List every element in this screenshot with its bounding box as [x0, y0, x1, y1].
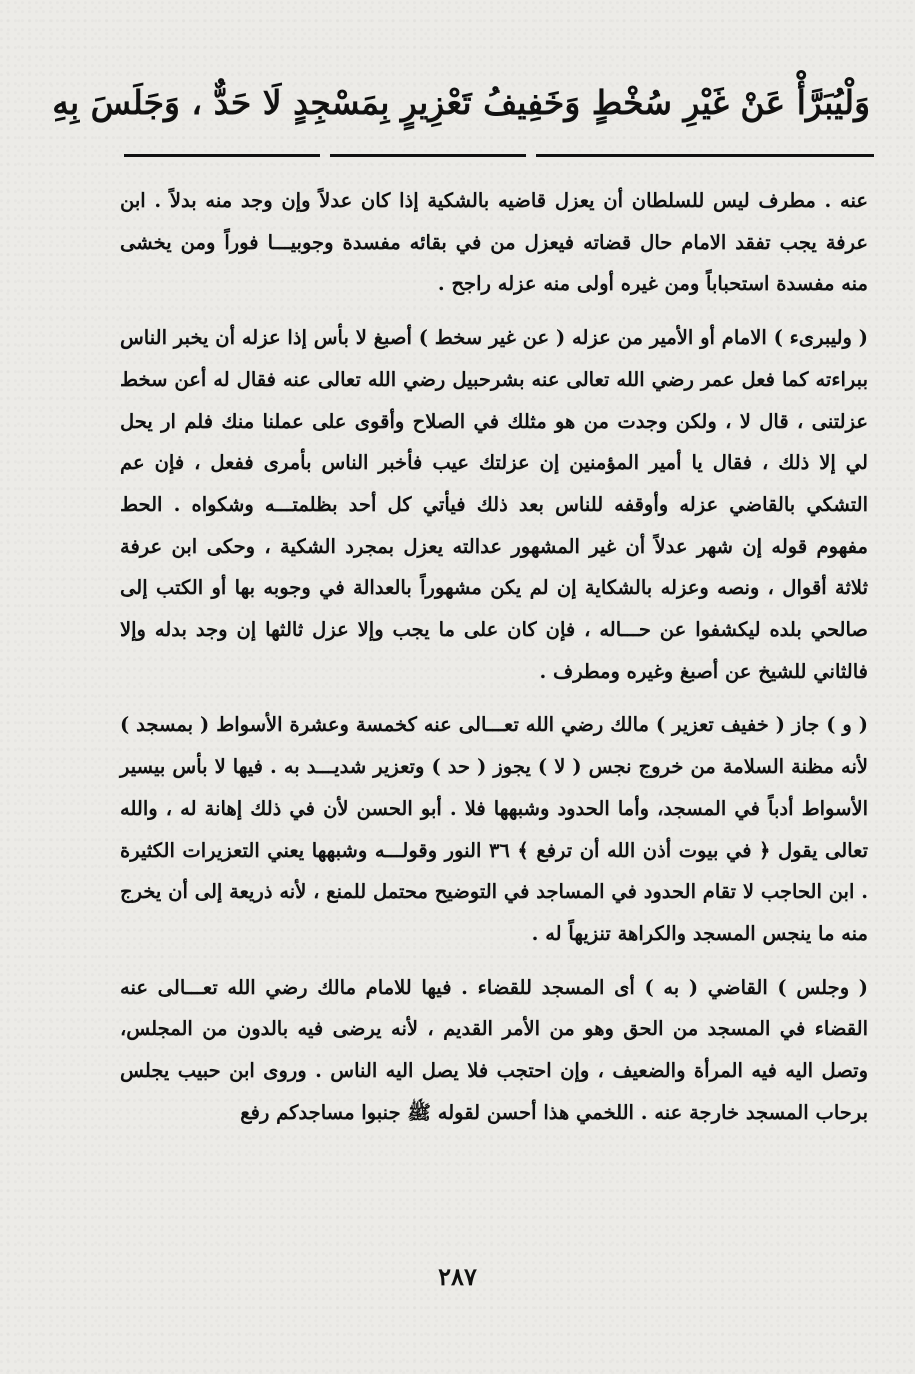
header-rule-segment: [124, 154, 320, 157]
paragraph-2: ( وليبرىء ) الامام أو الأمير من عزله ( عن غير سخط ) أصبغ لا بأس إذا عزله أن يخبر الناس ببراءته كما فعل عمر رضي الله تعالى عنه بشرحبيل رضي الله تعالى عنه فقال له أعن سخط عزلتنى ، قال لا ، ولكن وجدت من هو مثلك في الصلاح وأقوى على عملنا منك فلم ار يحل لي إلا ذلك ، فقال يا أمير المؤمنين إن عزلتك عيب فأخبر الناس بأمرى ففعل ، فإن عم التشكي بالقاضي عزله وأوقفه للناس بعد ذلك فيأتي كل أحد بظلمتـــه وشكواه . الحط مفهوم قوله إن شهر عدلاً أن غير المشهور عدالته يعزل بمجرد الشكية ، وحكى ابن عرفة ثلاثة أقوال ، ونصه وعزله بالشكاية إن لم يكن مشهوراً بالعدالة في وجوبه بها أو الكتب إلى صالحي بلده ليكشفوا عن حـــاله ، فإن كان على ما يجب وإلا عزل ثالثها إن وجد بدله وإلا فالثاني للشيخ عن أصبغ وغيره ومطرف .: [120, 326, 868, 683]
paragraph-4: ( وجلس ) القاضي ( به ) أى المسجد للقضاء . فيها للامام مالك رضي الله تعـــالى عنه القضاء في المسجد من الحق وهو من الأمر القديم ، لأنه يرضى فيه بالدون من المجلس، وتصل اليه فيه المرأة والضعيف ، وإن احتجب فلا يصل اليه الناس . وروى ابن حبيب يجلس برحاب المسجد خارجة عنه . اللخمي هذا أحسن لقوله ﷺ جنبوا مساجدكم رفع: [120, 975, 868, 1124]
verse-header: وَلْيُبَرَّأْ عَنْ غَيْرِ سُخْطٍ وَخَفِيفُ تَعْزِيرٍ بِمَسْجِدٍ لَا حَدٌّ ، وَجَلَسَ بِهِ: [52, 83, 870, 122]
header-rule-segment: [536, 154, 874, 157]
page-number: ٢٨٧: [438, 1262, 477, 1291]
paragraph-1: عنه . مطرف ليس للسلطان أن يعزل قاضيه بالشكية إذا كان عدلاً وإن وجد منه بدلاً . ابن عرفة يجب تفقد الامام حال قضاته فيعزل من في بقائه مفسدة وجوبيـــا فوراً ومن يخشى منه مفسدة استحباباً ومن غيره أولى منه عزله راجح .: [120, 189, 868, 296]
paragraph-3: ( و ) جاز ( خفيف تعزير ) مالك رضي الله تعـــالى عنه كخمسة وعشرة الأسواط ( بمسجد ) لأنه مظنة السلامة من خروج نجس ( لا ) يجوز ( حد ) وتعزير شديـــد به . فيها لا بأس بيسير الأسواط أدباً في المسجد، وأما الحدود وشبهها فلا . أبو الحسن لأن في ذلك إهانة له ، والله تعالى يقول ﴿ في بيوت أذن الله أن ترفع ﴾ ٣٦ النور وقولـــه وشبهها يعني التعزيرات الكثيرة . ابن الحاجب لا تقام الحدود في المساجد في التوضيح محتمل للمنع ، لأنه ذريعة إلى أن يخرج منه ما ينجس المسجد والكراهة تنزيهاً له .: [120, 713, 868, 945]
commentary-body: [120, 180, 868, 1133]
header-rule: [124, 150, 874, 160]
header-rule-segment: [330, 154, 526, 157]
